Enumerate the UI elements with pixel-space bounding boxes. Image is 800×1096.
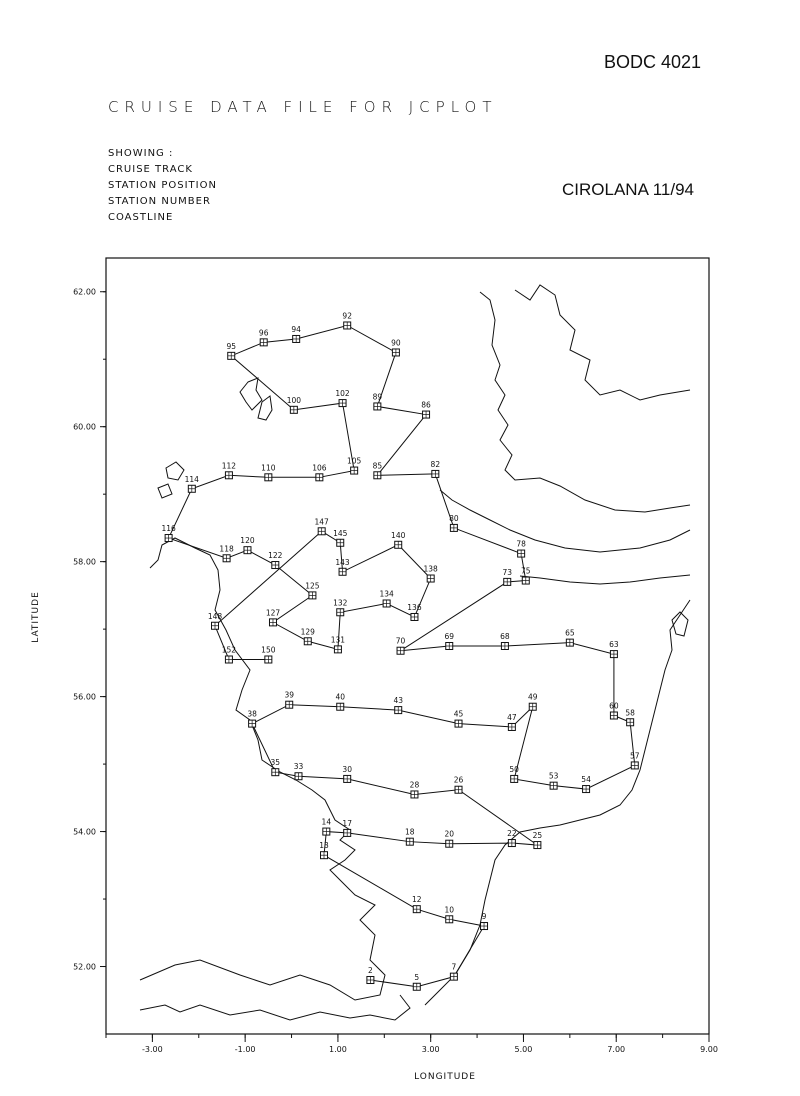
station-number: 39 (284, 690, 294, 700)
station-number: 131 (330, 635, 346, 645)
station-number: 9 (481, 912, 487, 922)
station-number: 12 (412, 895, 422, 905)
showing-line: SHOWING : (108, 148, 174, 159)
station-number: 120 (240, 536, 255, 546)
station-number: 47 (507, 712, 517, 722)
station-number: 22 (507, 829, 517, 839)
station-number: 125 (305, 581, 320, 591)
y-tick-label: 54.00 (73, 827, 96, 837)
station-number: 136 (407, 602, 422, 612)
station-number: 127 (265, 608, 281, 618)
showing-line: STATION NUMBER (108, 196, 211, 207)
station-number: 85 (372, 461, 383, 471)
station-number: 148 (207, 611, 223, 621)
station-number: 138 (423, 564, 438, 574)
x-tick-label: 5.00 (514, 1045, 533, 1054)
station-number: 54 (581, 775, 591, 785)
station-number: 92 (342, 311, 352, 321)
station-number: 43 (393, 696, 403, 706)
page-title: CRUISE DATA FILE FOR JCPLOT (108, 98, 498, 116)
station-number: 102 (335, 389, 350, 399)
cruise-name: CIROLANA 11/94 (562, 180, 694, 199)
station-number: 116 (161, 524, 176, 534)
station-number: 33 (293, 762, 304, 772)
station-number: 2 (368, 966, 373, 976)
station-markers (161, 311, 639, 990)
station-number: 17 (342, 818, 352, 828)
station-number: 100 (286, 395, 302, 405)
station-number: 80 (449, 513, 459, 523)
y-tick-label: 62.00 (73, 287, 96, 297)
y-tick-label: 60.00 (73, 422, 96, 432)
coastline-skagerrak (520, 575, 690, 584)
station-number: 145 (333, 528, 348, 538)
coastline-norway-inner (440, 490, 690, 552)
station-number: 18 (405, 827, 415, 837)
station-number: 60 (609, 701, 619, 711)
station-number: 57 (630, 751, 640, 761)
y-axis-label: LATITUDE (31, 591, 41, 643)
station-number: 75 (521, 566, 531, 576)
station-number: 129 (300, 627, 315, 637)
coastline-denmark (425, 600, 690, 1005)
y-tick-label: 58.00 (73, 557, 96, 567)
x-tick-label: -1.00 (234, 1045, 256, 1054)
station-number: 78 (516, 539, 526, 549)
station-number: 73 (502, 567, 513, 577)
x-tick-label: 3.00 (421, 1045, 440, 1054)
track-line (169, 325, 635, 986)
coastline-norway (480, 292, 690, 512)
station-number: 26 (453, 775, 464, 785)
station-number: 70 (395, 636, 406, 646)
coastline-orkney (166, 462, 184, 480)
station-number: 82 (430, 459, 441, 469)
station-number: 40 (335, 692, 346, 702)
station-number: 49 (527, 692, 538, 702)
station-number: 69 (444, 632, 455, 641)
station-number: 65 (565, 628, 575, 638)
station-number: 28 (409, 780, 420, 790)
station-number: 94 (291, 324, 301, 334)
x-axis-label: LONGITUDE (414, 1072, 476, 1082)
y-tick-label: 52.00 (73, 962, 96, 972)
coastline-shetland (240, 378, 262, 410)
axes (73, 288, 718, 1054)
station-number: 106 (312, 463, 327, 473)
station-number: 143 (335, 557, 350, 567)
station-number: 118 (219, 544, 234, 554)
station-number: 112 (221, 461, 237, 471)
station-number: 150 (261, 645, 276, 655)
station-number: 122 (268, 551, 283, 561)
coastline-norway-fjords (515, 285, 690, 400)
station-number: 140 (391, 530, 406, 540)
station-number: 147 (314, 517, 329, 527)
y-tick-label: 56.00 (73, 692, 96, 702)
station-number: 68 (500, 632, 510, 641)
station-number: 45 (453, 709, 464, 719)
station-number: 30 (342, 764, 352, 774)
station-number: 20 (444, 829, 455, 839)
coastline-britain-south (140, 995, 410, 1020)
station-number: 90 (391, 338, 401, 348)
station-number: 89 (372, 392, 383, 402)
station-number: 95 (226, 341, 237, 351)
station-number: 53 (548, 771, 559, 781)
station-number: 25 (532, 831, 543, 841)
station-number: 14 (321, 817, 332, 827)
x-tick-label: 9.00 (700, 1045, 718, 1054)
coastline-orkney-2 (158, 484, 172, 498)
station-number: 134 (379, 589, 394, 599)
station-number: 63 (609, 640, 619, 650)
station-number: 152 (221, 645, 237, 655)
station-number: 132 (333, 598, 348, 608)
station-number: 50 (509, 764, 519, 774)
station-number: 10 (444, 905, 455, 915)
station-number: 38 (247, 709, 257, 719)
x-tick-label: 7.00 (607, 1045, 626, 1054)
station-number: 86 (421, 400, 431, 410)
showing-line: COASTLINE (108, 212, 174, 223)
cruise-track (169, 325, 635, 986)
station-number: 13 (319, 841, 329, 851)
station-number: 5 (414, 972, 420, 982)
showing-line: CRUISE TRACK (108, 164, 193, 175)
showing-line: STATION POSITION (108, 180, 217, 191)
station-number: 96 (258, 328, 269, 338)
station-number: 35 (270, 758, 281, 768)
station-number: 114 (184, 474, 199, 484)
coastline-shetland-2 (258, 396, 272, 420)
station-number: 110 (261, 463, 276, 473)
station-number: 7 (451, 962, 457, 972)
station-number: 105 (346, 456, 362, 466)
document-id: BODC 4021 (604, 52, 702, 72)
station-number: 58 (625, 708, 635, 718)
x-tick-label: -3.00 (142, 1045, 163, 1054)
x-tick-label: 1.00 (329, 1045, 347, 1054)
